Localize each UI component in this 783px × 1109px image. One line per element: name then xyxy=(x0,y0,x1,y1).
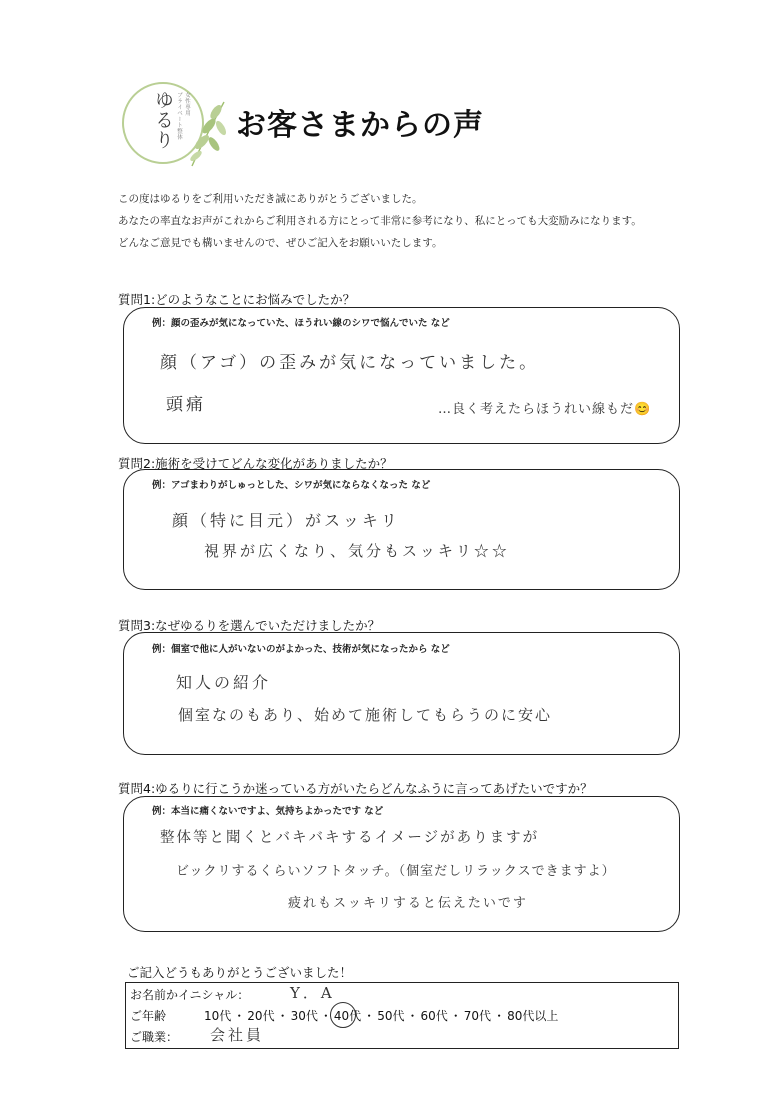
thanks-text: ご記入どうもありがとうございました！ xyxy=(127,965,353,980)
question-2-heading: 質問2:施術を受けてどんな変化がありましたか？ xyxy=(118,456,393,471)
age-separator: ・ xyxy=(493,1009,506,1023)
leaf-icon xyxy=(186,98,230,168)
age-option-selected xyxy=(334,1007,361,1024)
question-3-answer-line: 個室なのもあり、始めて施術してもらうのに安心 xyxy=(178,706,553,724)
age-option: 20代 xyxy=(247,1009,275,1023)
name-value: Y．A xyxy=(290,984,335,1002)
question-2-answer-line: 顔（特に目元）がスッキリ xyxy=(172,511,400,530)
question-2-answer-line: 視界が広くなり、気分もスッキリ☆☆ xyxy=(204,542,510,560)
intro-text xyxy=(118,188,642,254)
question-3-heading: 質問3:なぜゆるりを選んでいただけましたか？ xyxy=(118,618,381,633)
question-4-answer-line: 整体等と聞くとバキバキするイメージがありますが xyxy=(160,830,540,846)
question-4-heading: 質問4:ゆるりに行こうか迷っている方がいたらどんなふうに言ってあげたいですか？ xyxy=(118,781,593,796)
age-option: 80代以上 xyxy=(507,1009,559,1023)
logo-tagline-2: プライベート整体 xyxy=(176,92,182,140)
question-1-answer-line: 顔（アゴ）の歪みが気になっていました。 xyxy=(160,353,540,373)
question-1-example: 例：顔の歪みが気になっていた、ほうれい線のシワで悩んでいた など xyxy=(152,318,450,329)
age-separator: ・ xyxy=(449,1009,462,1023)
question-4-example: 例：本当に痛くないですよ、気持ちよかったです など xyxy=(152,806,384,817)
logo-tagline-1: 女性専用 xyxy=(184,92,190,116)
age-options xyxy=(204,1007,558,1024)
intro-line: どんなご意見でも構いませんので、ぜひご記入をお願いいたします。 xyxy=(118,237,443,249)
age-option: 50代 xyxy=(377,1009,405,1023)
selection-circle xyxy=(330,1002,356,1028)
intro-line: あなたの率直なお声がこれからご利用される方にとって非常に参考になり、私にとっても大変励みになります。 xyxy=(118,215,642,227)
question-3-example: 例：個室で他に人がいないのがよかった、技術が気になったから など xyxy=(152,644,450,655)
question-1-heading: 質問1:どのようなことにお悩みでしたか？ xyxy=(118,292,356,307)
question-4-answer-line: 疲れもスッキリすると伝えたいです xyxy=(288,896,528,911)
age-option: 30代 xyxy=(290,1009,318,1023)
name-label: お名前かイニシャル： xyxy=(130,988,250,1002)
age-separator: ・ xyxy=(319,1009,332,1023)
occupation-value: 会社員 xyxy=(210,1026,265,1044)
logo-name: ゆるり xyxy=(152,90,174,150)
age-option: 60代 xyxy=(420,1009,448,1023)
question-1-answer-line: 頭痛 xyxy=(166,395,206,415)
occupation-label: ご職業： xyxy=(130,1030,179,1044)
age-separator: ・ xyxy=(363,1009,376,1023)
question-4-answer-line: ビックリするくらいソフトタッチ。（個室だしリラックスできますよ） xyxy=(176,864,616,879)
age-option-label: 40代 xyxy=(333,1009,362,1023)
age-label: ご年齢 xyxy=(130,1009,167,1023)
question-1-answer-line: …良く考えたらほうれい線もだ😊 xyxy=(438,402,652,417)
age-option: 10代 xyxy=(204,1009,232,1023)
question-2-example: 例：アゴまわりがしゅっとした、シワが気にならなくなった など xyxy=(152,480,431,491)
question-3-answer-line: 知人の紹介 xyxy=(176,673,272,692)
age-separator: ・ xyxy=(233,1009,246,1023)
age-separator: ・ xyxy=(276,1009,289,1023)
age-option: 70代 xyxy=(463,1009,492,1023)
page-title: お客さまからの声 xyxy=(236,108,484,143)
age-separator: ・ xyxy=(406,1009,419,1023)
intro-line: この度はゆるりをご利用いただき誠にありがとうございました。 xyxy=(118,193,423,205)
